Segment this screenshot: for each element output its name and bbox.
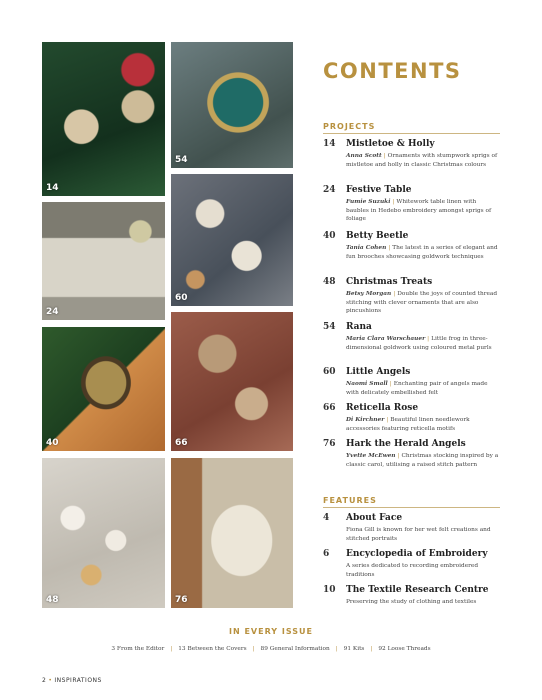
entry-page-number: 14 xyxy=(323,139,336,149)
photo-page-number: 40 xyxy=(46,438,59,448)
entry-page-number: 10 xyxy=(323,585,336,595)
every-issue-heading: IN EVERY ISSUE xyxy=(229,627,313,636)
entry-page-number: 4 xyxy=(323,513,330,523)
every-issue-item[interactable]: 91 Kits xyxy=(343,646,365,652)
photo-page-number: 66 xyxy=(175,438,188,448)
photo-mistletoe-holly xyxy=(42,42,165,196)
entry-title: Rana xyxy=(346,322,372,332)
entry-description: Whitework table linen with baubles in Hedebo embroidery amongst sprigs of foliage xyxy=(346,199,492,223)
entry-page-number: 24 xyxy=(323,185,336,195)
photo-page-number: 24 xyxy=(46,307,59,317)
entry-title: Little Angels xyxy=(346,367,411,377)
features-heading: FEATURES xyxy=(323,496,377,505)
entry-description: A series dedicated to recording embroidered traditions xyxy=(346,563,479,578)
entry-title: The Textile Research Centre xyxy=(346,585,489,595)
photo-page-number: 76 xyxy=(175,595,188,605)
entry-title: Mistletoe & Holly xyxy=(346,139,435,149)
entry-description: Beautiful linen needlework accessories featuring reticella motifs xyxy=(346,417,470,432)
entry-description: Little frog in three-dimensional goldwork using coloured metal purls xyxy=(346,336,492,351)
photo-rana xyxy=(171,42,293,168)
entry-page-number: 76 xyxy=(323,439,336,449)
page-title: CONTENTS xyxy=(323,59,462,83)
photo-page-number: 14 xyxy=(46,183,59,193)
photo-page-number: 54 xyxy=(175,155,188,165)
page-folio: 2 • INSPIRATIONS xyxy=(42,677,102,684)
projects-divider xyxy=(323,133,500,134)
entry-description: The latest in a series of elegant and fun brooches showcasing goldwork techniques xyxy=(346,245,498,260)
entry-title: Festive Table xyxy=(346,185,412,195)
entry-description: Double the joys of counted thread stitching with clever ornaments that are also pincushions xyxy=(346,291,498,315)
entry-author: Naomi Small xyxy=(346,381,388,387)
every-issue-item[interactable]: 92 Loose Threads xyxy=(378,646,431,652)
entry-title: Christmas Treats xyxy=(346,277,433,287)
entry-author: Tania Cohen xyxy=(346,245,387,251)
entry-page-number: 66 xyxy=(323,403,336,413)
photo-festive-table xyxy=(42,202,165,320)
entry-title: Encyclopedia of Embroidery xyxy=(346,549,488,559)
folio-magazine-name: INSPIRATIONS xyxy=(54,677,102,684)
entry-page-number: 40 xyxy=(323,231,336,241)
entry-page-number: 60 xyxy=(323,367,336,377)
photo-hark-herald-angels xyxy=(171,458,293,608)
entry-page-number: 48 xyxy=(323,277,336,287)
entry-title: Hark the Herald Angels xyxy=(346,439,466,449)
every-issue-item[interactable]: 13 Between the Covers xyxy=(178,646,247,652)
photo-little-angels xyxy=(171,174,293,306)
projects-heading: PROJECTS xyxy=(323,122,376,131)
entry-description: Christmas stocking inspired by a classic carol, utilising a raised stitch pattern xyxy=(346,453,499,468)
entry-description: Fiona Gill is known for her wet felt creations and stitched portraits xyxy=(346,527,491,542)
entry-author: Maria Clara Warschauer xyxy=(346,336,426,342)
photo-page-number: 48 xyxy=(46,595,59,605)
entry-description: Enchanting pair of angels made with delicately embellished felt xyxy=(346,381,488,396)
entry-author: Fumie Suzuki xyxy=(346,199,391,205)
entry-title: Reticella Rose xyxy=(346,403,419,413)
photo-page-number: 60 xyxy=(175,293,188,303)
entry-title: About Face xyxy=(346,513,403,523)
entry-author: Yvette McEwen xyxy=(346,453,396,459)
entry-title: Betty Beetle xyxy=(346,231,409,241)
every-issue-item[interactable]: 3 From the Editor xyxy=(111,646,165,652)
entry-author: Betsy Morgan xyxy=(346,291,392,297)
entry-description: Ornaments with stumpwork sprigs of mistletoe and holly in classic Christmas colours xyxy=(346,153,498,168)
entry-page-number: 54 xyxy=(323,322,336,332)
photo-betty-beetle xyxy=(42,327,165,451)
folio-page-number: 2 xyxy=(42,677,47,684)
every-issue-item[interactable]: 89 General Information xyxy=(260,646,330,652)
entry-author: Di Kirchner xyxy=(346,417,385,423)
every-issue-list: 3 From the Editor | 13 Between the Covers | 89 General Information | 91 Kits | 92 Loose Threads xyxy=(111,646,431,652)
entry-description: Preserving the study of clothing and textiles xyxy=(346,599,477,605)
entry-page-number: 6 xyxy=(323,549,330,559)
features-divider xyxy=(323,507,500,508)
photo-reticella-rose xyxy=(171,312,293,451)
entry-author: Anna Scott xyxy=(346,153,382,159)
photo-christmas-treats xyxy=(42,458,165,608)
